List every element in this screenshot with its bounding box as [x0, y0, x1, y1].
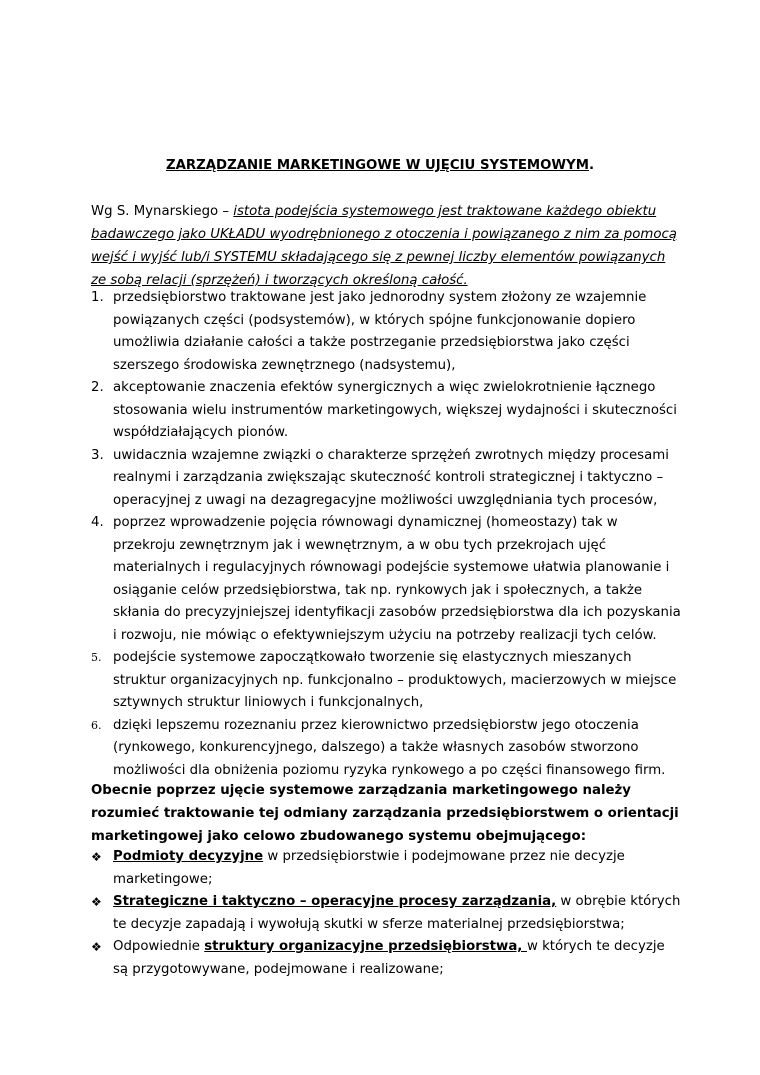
bullet-after: w obrębie których te decyzje zapadają i wywołują skutki w sferze materialnej przedsiębiorstwa;: [113, 894, 681, 932]
bullet-after: w przedsiębiorstwie i podejmowane przez nie decyzje marketingowe;: [113, 849, 625, 887]
intro-paragraph: [91, 200, 681, 292]
list-number: 1.: [91, 290, 104, 305]
bullet-before: Odpowiednie: [113, 939, 205, 954]
diamond-bullet-icon: ❖: [91, 940, 102, 954]
list-text: uwidacznia wzajemne związki o charakterze sprzężeń zwrotnych między procesami realnymi i zarządzania zwiększając skuteczność kontroli strategicznej i taktyczno – operacyjnej z uwagi na dezagregacyjne możliwości uwzględniania tych procesów,: [113, 447, 669, 508]
bullet-emphasis: Podmioty decyzyjne: [113, 849, 264, 864]
document-title: [0, 158, 760, 174]
list-number: 2.: [91, 380, 104, 395]
list-item: [91, 647, 681, 715]
list-item: [91, 377, 681, 445]
bullet-item: [91, 846, 681, 891]
list-text: akceptowanie znaczenia efektów synergicznych a więc zwielokrotnienie łącznego stosowania wielu instrumentów marketingowych, większej wydajności i skuteczności współdziałających pionów.: [113, 380, 677, 440]
bullet-item: [91, 891, 681, 936]
list-text: przedsiębiorstwo traktowane jest jako jednorodny system złożony ze wzajemnie powiązanych części (podsystemów), w których spójne funkcjonowanie dopiero umożliwia działanie całości a także postrzeganie przedsiębiorstwa jako części szerszego środowiska zewnętrznego (nadsystemu),: [113, 290, 647, 373]
list-item: [91, 445, 681, 513]
list-item: [91, 512, 681, 647]
bullet-after: w których te decyzje są przygotowywane, podejmowane i realizowane;: [113, 939, 665, 977]
list-number: 5.: [91, 651, 102, 664]
list-number: 3.: [91, 447, 104, 463]
title-suffix: .: [588, 158, 595, 173]
list-item: [91, 715, 681, 783]
diamond-bullet-icon: ❖: [91, 850, 102, 864]
intro-definition: istota podejścia systemowego jest traktowane każdego obiektu badawczego jako UKŁADU wyodrębnionego z otoczenia i powiązanego z nim za pomocą wejść i wyjść lub/i SYSTEMU składającego się z pewnej liczby elementów powiązanych ze sobą relacji (sprzężeń) i tworzących określoną całość.: [91, 204, 677, 288]
list-text: podejście systemowe zapoczątkowało tworzenie się elastycznych mieszanych struktur organizacyjnych np. funkcjonalno – produktowych, macierzowych w miejsce sztywnych struktur liniowych i funkcjonalnych,: [113, 650, 677, 710]
list-item: [91, 287, 681, 377]
list-text: dzięki lepszemu rozeznaniu przez kierownictwo przedsiębiorstw jego otoczenia (rynkowego, konkurencyjnego, dalszego) a także własnych zasobów stworzono możliwości dla obniżenia poziomu ryzyka rynkowego a po części finansowego firm.: [113, 717, 666, 778]
list-text: poprzez wprowadzenie pojęcia równowagi dynamicznej (homeostazy) tak w przekroju zewnętrznym jak i wewnętrznym, a w obu tych przekrojach ujęć materialnych i regulacyjnych równowagi podejście systemowe ułatwia planowanie i osiąganie celów przedsiębiorstwa, tak np. rynkowych jak i społecznych, a także skłania do precyzyjniejszej identyfikacji zasobów przedsiębiorstwa dla ich pozyskania i rozwoju, nie mówiąc o efektywniejszym użyciu na potrzeby realizacji tych celów.: [113, 515, 681, 643]
title-text: ZARZĄDZANIE MARKETINGOWE W UJĘCIU SYSTEMOWYM: [165, 158, 589, 173]
numbered-list: [91, 287, 681, 782]
summary-paragraph: Obecnie poprzez ujęcie systemowe zarządzania marketingowego należy rozumieć traktowanie tej odmiany zarządzania przedsiębiorstwem o orientacji marketingowej jako celowo zbudowanego systemu obejmującego:: [91, 783, 679, 844]
bullet-item: [91, 936, 681, 981]
intro-prefix: Wg S. Mynarskiego –: [91, 204, 234, 219]
bullet-emphasis: Strategiczne i taktyczno – operacyjne procesy zarządzania,: [113, 894, 557, 909]
bullet-emphasis: struktury organizacyjne przedsiębiorstwa,: [204, 939, 527, 954]
diamond-bullet-icon: ❖: [91, 895, 102, 909]
list-number: 4.: [91, 515, 104, 530]
list-number: 6.: [91, 718, 102, 732]
bullet-list: [91, 846, 681, 981]
